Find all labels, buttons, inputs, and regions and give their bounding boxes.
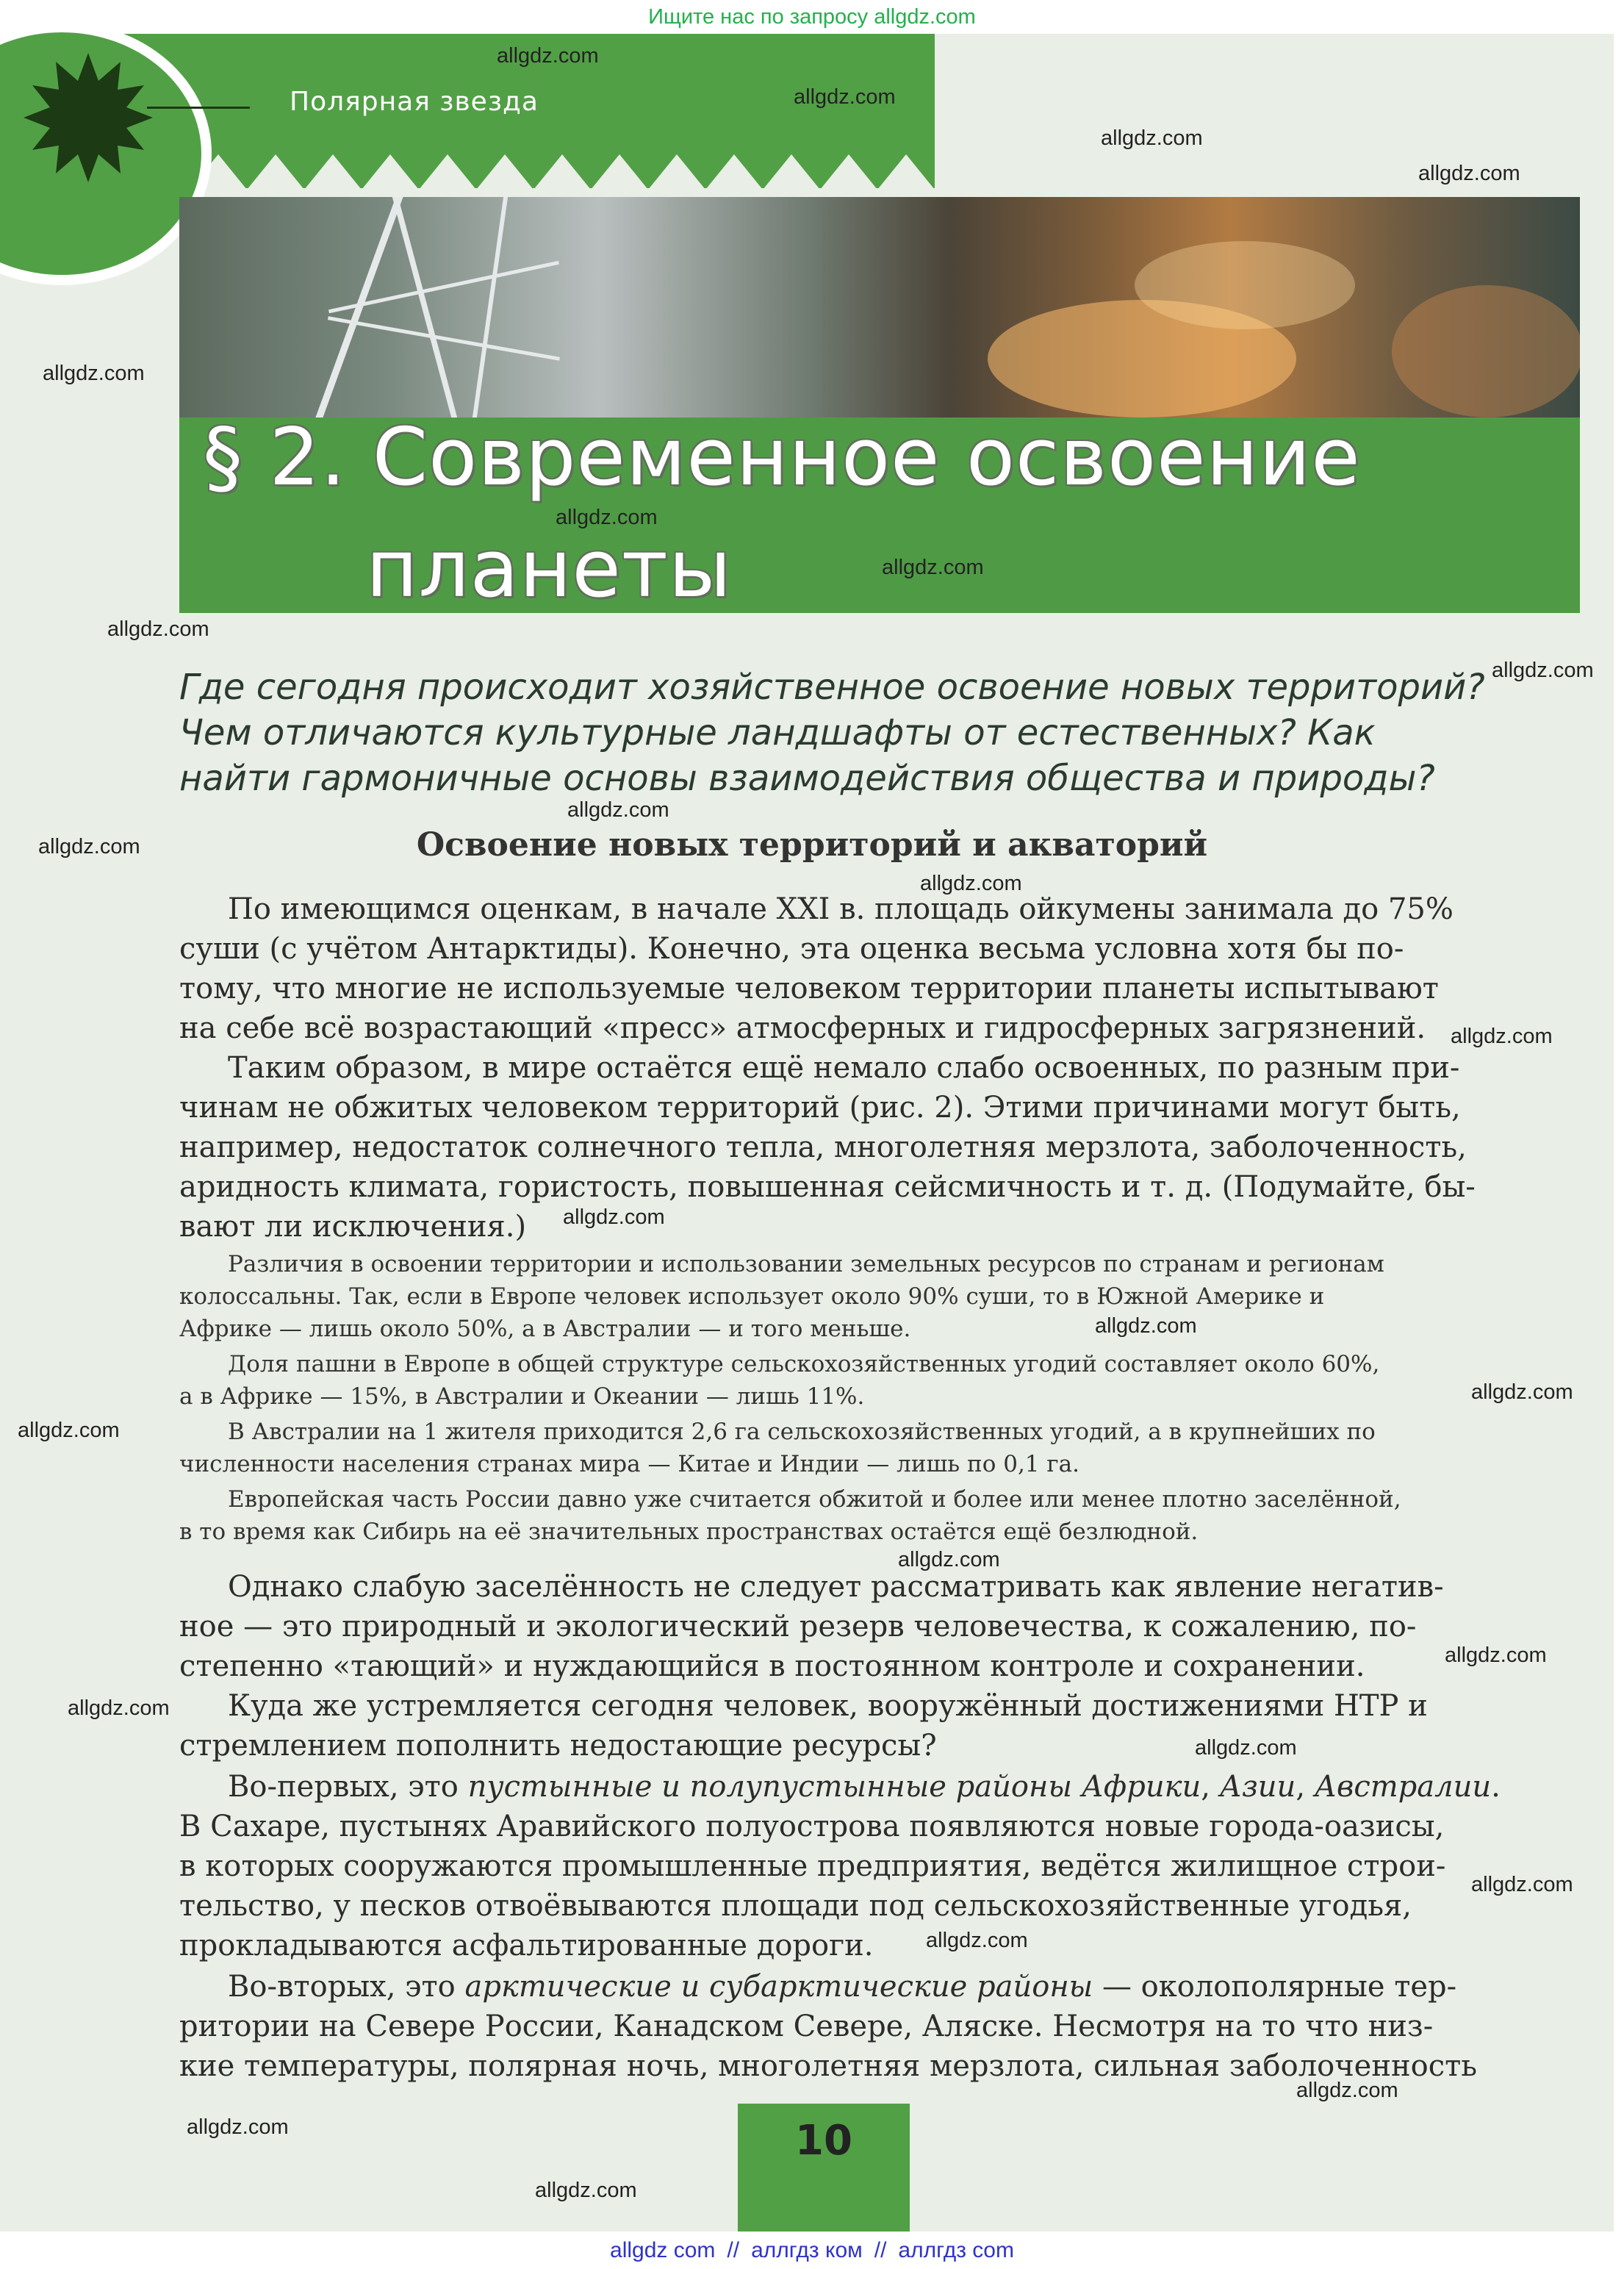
italic-term: пустынные и полупустынные районы Африки (467, 1770, 1201, 1804)
note-line: численности населения странах мира — Китае и Индии — лишь по 0,1 га. (179, 1451, 1079, 1477)
banner-link[interactable]: аллгдз com (898, 2238, 1014, 2262)
section-title: Освоение новых территорий и акваторий (416, 826, 1208, 864)
text-run: , (1296, 1770, 1315, 1804)
bottom-banner[interactable] (0, 2232, 1624, 2269)
watermark: allgdz.com (926, 1929, 1028, 1952)
watermark: allgdz.com (920, 872, 1022, 895)
watermark: allgdz.com (1296, 2079, 1398, 2102)
watermark: allgdz.com (43, 362, 145, 385)
header-label: Полярная звезда (290, 87, 539, 117)
header-line (147, 107, 250, 109)
watermark: allgdz.com (1418, 162, 1520, 185)
body-line: Таким образом, в мире остаётся ещё немало слабо освоенных, по разным при- (228, 1051, 1460, 1085)
watermark: allgdz.com (1471, 1873, 1573, 1896)
watermark: allgdz.com (882, 556, 984, 579)
page-number: 10 (795, 2117, 852, 2165)
question-line: Где сегодня происходит хозяйственное освоение новых территорий? (179, 667, 1485, 708)
body-line: По имеющимся оценкам, в начале XXI в. площадь ойкумены занимала до 75% (228, 892, 1454, 926)
watermark: allgdz.com (556, 506, 658, 529)
body-line: тому, что многие не используемые человеком территории планеты испытывают (179, 972, 1439, 1006)
body-line: стремлением пополнить недостающие ресурсы? (179, 1729, 937, 1763)
watermark: allgdz.com (794, 85, 896, 109)
body-line: аридность климата, гористость, повышенная сейсмичность и т. д. (Подумайте, бы- (179, 1170, 1476, 1204)
star-icon (22, 51, 154, 184)
body-line: Куда же устремляется сегодня человек, вооружённый достижениями НТР и (228, 1689, 1428, 1723)
body-line: Однако слабую заселённость не следует рассматривать как явление негатив- (228, 1570, 1444, 1604)
body-line (228, 1967, 1518, 2007)
body-line: прокладываются асфальтированные дороги. (179, 1929, 874, 1962)
zigzag-decoration (132, 147, 935, 191)
top-banner[interactable]: Ищите нас по запросу allgdz.com (0, 0, 1624, 34)
note-line: Африке — лишь около 50%, а в Австралии — и того меньше. (179, 1316, 911, 1342)
note-line: в то время как Сибирь на её значительных пространствах остаётся ещё безлюдной. (179, 1519, 1199, 1545)
watermark: allgdz.com (535, 2179, 637, 2202)
body-line: например, недостаток солнечного тепла, многолетняя мерзлота, заболоченность, (179, 1130, 1467, 1164)
watermark: allgdz.com (1492, 659, 1594, 682)
watermark: allgdz.com (1471, 1380, 1573, 1404)
note-line: В Австралии на 1 жителя приходится 2,6 га сельскохозяйственных угодий, а в крупнейших по (228, 1419, 1376, 1445)
text-run: Во-первых, это (228, 1770, 468, 1804)
question-line: Чем отличаются культурные ландшафты от естественных? Как (179, 712, 1376, 753)
body-line: вают ли исключения.) (179, 1210, 527, 1244)
page-title-line2: планеты (366, 523, 733, 615)
watermark: allgdz.com (38, 835, 140, 859)
body-line: тельство, у песков отвоёвываются площади под сельскохозяйственные угодья, (179, 1889, 1412, 1923)
italic-term: арктические и субарктические районы (464, 1970, 1093, 2004)
body-line: степенно «тающий» и нуждающийся в постоянном контроле и сохранении. (179, 1649, 1365, 1683)
body-line (228, 1767, 1518, 1807)
watermark: allgdz.com (1095, 1314, 1197, 1338)
watermark: allgdz.com (1101, 126, 1203, 150)
italic-term: Австралии (1314, 1770, 1492, 1804)
note-line: колоссальны. Так, если в Европе человек использует около 90% суши, то в Южной Америке и (179, 1283, 1325, 1310)
header-photo (179, 197, 1580, 417)
watermark: allgdz.com (1195, 1736, 1297, 1760)
watermark: allgdz.com (1451, 1025, 1553, 1048)
body-line: в которых сооружаются промышленные предприятия, ведётся жилищное строи- (179, 1849, 1446, 1883)
separator: // (727, 2238, 740, 2262)
banner-link[interactable]: allgdz com (610, 2238, 716, 2262)
italic-term: Азии (1219, 1770, 1296, 1804)
watermark: allgdz.com (497, 44, 599, 68)
watermark: allgdz.com (68, 1696, 170, 1720)
watermark: allgdz.com (563, 1205, 665, 1229)
text-run: , (1201, 1770, 1220, 1804)
body-line: на себе всё возрастающий «пресс» атмосферных и гидросферных загрязнений. (179, 1011, 1426, 1045)
page-edge (1614, 34, 1624, 2232)
watermark: allgdz.com (187, 2115, 289, 2139)
note-line: Различия в освоении территории и использовании земельных ресурсов по странам и регионам (228, 1251, 1384, 1277)
question-line: найти гармоничные основы взаимодействия общества и природы? (179, 758, 1435, 799)
watermark: allgdz.com (567, 798, 669, 822)
body-line: В Сахаре, пустынях Аравийского полуострова появляются новые города-оазисы, (179, 1810, 1445, 1843)
banner-link[interactable]: аллгдз ком (751, 2238, 863, 2262)
body-line: суши (с учётом Антарктиды). Конечно, эта оценка весьма условна хотя бы по- (179, 932, 1404, 966)
note-line: Европейская часть России давно уже считается обжитой и более или менее плотно заселённой, (228, 1486, 1401, 1513)
watermark: allgdz.com (1445, 1643, 1547, 1667)
page-title: § 2. Современное освоение (203, 412, 1361, 503)
watermark: allgdz.com (107, 617, 209, 641)
text-run: — околополярные тер- (1093, 1970, 1457, 2004)
body-line: ритории на Севере России, Канадском Севере, Аляске. Несмотря на то что низ- (179, 2010, 1434, 2043)
note-line: а в Африке — 15%, в Австралии и Океании — лишь 11%. (179, 1383, 865, 1410)
text-run: . (1491, 1770, 1501, 1804)
body-line: ное — это природный и экологический резерв человечества, к сожалению, по- (179, 1610, 1417, 1643)
note-line: Доля пашни в Европе в общей структуре сельскохозяйственных угодий составляет около 60%, (228, 1351, 1380, 1377)
text-run: Во-вторых, это (228, 1970, 465, 2004)
separator: // (874, 2238, 887, 2262)
body-line: кие температуры, полярная ночь, многолетняя мерзлота, сильная заболоченность (179, 2049, 1478, 2083)
watermark: allgdz.com (18, 1419, 120, 1442)
body-line: чинам не обжитых человеком территорий (рис. 2). Этими причинами могут быть, (179, 1091, 1461, 1125)
watermark: allgdz.com (898, 1548, 1000, 1571)
